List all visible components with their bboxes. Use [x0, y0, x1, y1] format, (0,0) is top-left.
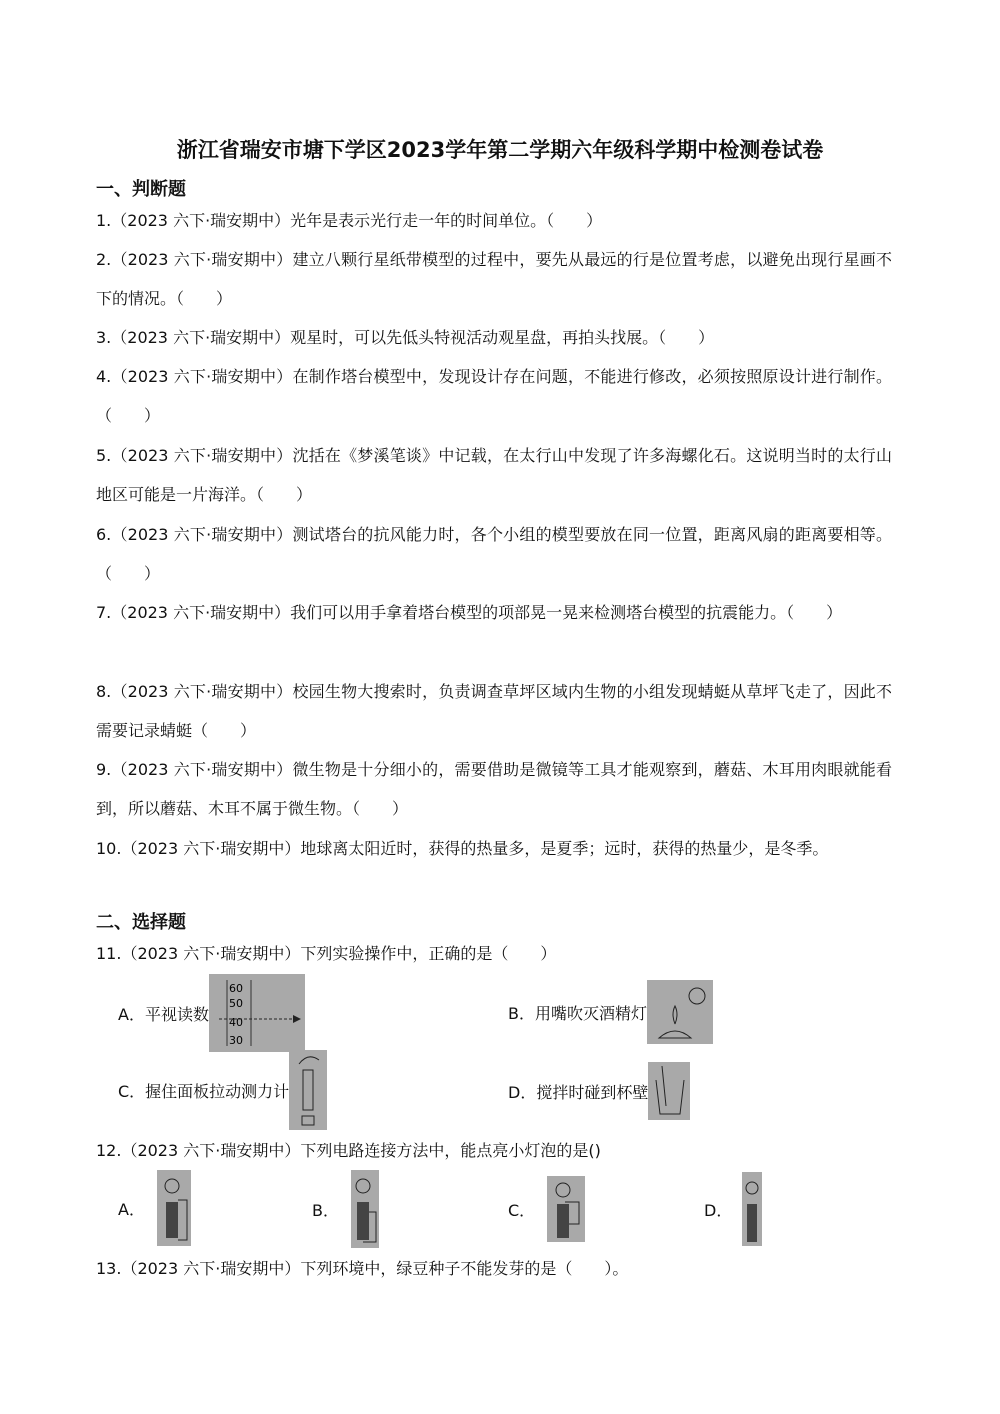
q11-option-d[interactable] — [508, 1062, 690, 1120]
q11-option-b[interactable] — [508, 980, 713, 1044]
scale-tick: 30 — [228, 1034, 243, 1047]
question: 7.（2023 六下·瑞安期中）我们可以用手拿着塔台模型的项部晃一晃来检测塔台模型的抗震能力。（ ） — [96, 603, 843, 622]
option-label: B．用嘴吹灭酒精灯 — [508, 1003, 647, 1023]
question: 11.（2023 六下·瑞安期中）下列实验操作中，正确的是（ ） — [96, 944, 557, 963]
option-label: A． — [118, 1199, 145, 1219]
question: 13.（2023 六下·瑞安期中）下列环境中，绿豆种子不能发芽的是（ ）。 — [96, 1259, 629, 1278]
circuit-figure — [157, 1170, 191, 1246]
question: 12.（2023 六下·瑞安期中）下列电路连接方法中，能点亮小灯泡的是() — [96, 1141, 601, 1160]
q12-option-c[interactable] — [508, 1176, 585, 1242]
question: 8.（2023 六下·瑞安期中）校园生物大搜索时，负责调查草坪区域内生物的小组发现蜻蜓从草坪飞走了，因此不需要记录蜻蜓（ ） — [96, 682, 892, 740]
page-title: 浙江省瑞安市塘下学区2023学年第二学期六年级科学期中检测卷试卷 — [176, 138, 824, 162]
option-label: D． — [704, 1200, 733, 1220]
q11-option-a[interactable] — [118, 974, 305, 1052]
question: 3.（2023 六下·瑞安期中）观星时，可以先低头特视活动观星盘，再拍头找展。（ ） — [96, 328, 715, 347]
scale-tick: 40 — [228, 1016, 243, 1029]
spring-scale-figure — [289, 1050, 327, 1130]
option-label: B． — [312, 1200, 339, 1220]
scale-tick: 60 — [228, 982, 243, 995]
q12-option-b[interactable] — [312, 1170, 379, 1248]
option-label: A．平视读数 — [118, 1004, 209, 1024]
circuit-figure — [547, 1176, 585, 1242]
graduated-cylinder-figure — [209, 974, 305, 1052]
question: 1.（2023 六下·瑞安期中）光年是表示光行走一年的时间单位。（ ） — [96, 211, 603, 230]
circuit-figure — [351, 1170, 379, 1248]
option-label: C．握住面板拉动测力计 — [118, 1081, 290, 1101]
option-label: D．搅拌时碰到杯壁 — [508, 1082, 649, 1102]
option-label: C． — [508, 1200, 536, 1220]
question: 10.（2023 六下·瑞安期中）地球离太阳近时，获得的热量多，是夏季；远时，获得的热量少，是冬季。 — [96, 839, 829, 858]
alcohol-lamp-figure — [647, 980, 713, 1044]
question: 4.（2023 六下·瑞安期中）在制作塔台模型中，发现设计存在问题，不能进行修改，必须按照原设计进行制作。（ ） — [96, 367, 892, 425]
q12-option-a[interactable] — [118, 1170, 191, 1246]
question: 2.（2023 六下·瑞安期中）建立八颗行星纸带模型的过程中，要先从最远的行是位置考虑，以避免出现行星画不下的情况。（ ） — [96, 250, 892, 308]
q12-option-d[interactable] — [704, 1172, 762, 1246]
question: 9.（2023 六下·瑞安期中）微生物是十分细小的，需要借助是微镜等工具才能观察到，蘑菇、木耳用肉眼就能看到，所以蘑菇、木耳不属于微生物。（ ） — [96, 760, 892, 818]
question: 5.（2023 六下·瑞安期中）沈括在《梦溪笔谈》中记载，在太行山中发现了许多海螺化石。这说明当时的太行山地区可能是一片海洋。（ ） — [96, 446, 892, 504]
section-heading: 一、判断题 — [96, 179, 186, 200]
beaker-stirring-figure — [648, 1062, 690, 1120]
circuit-figure — [742, 1172, 762, 1246]
q11-option-c[interactable] — [118, 1050, 327, 1130]
scale-tick: 50 — [228, 997, 243, 1010]
section-heading: 二、选择题 — [96, 912, 186, 933]
question: 6.（2023 六下·瑞安期中）测试塔台的抗风能力时，各个小组的模型要放在同一位置，距离风扇的距离要相等。（ ） — [96, 525, 892, 583]
